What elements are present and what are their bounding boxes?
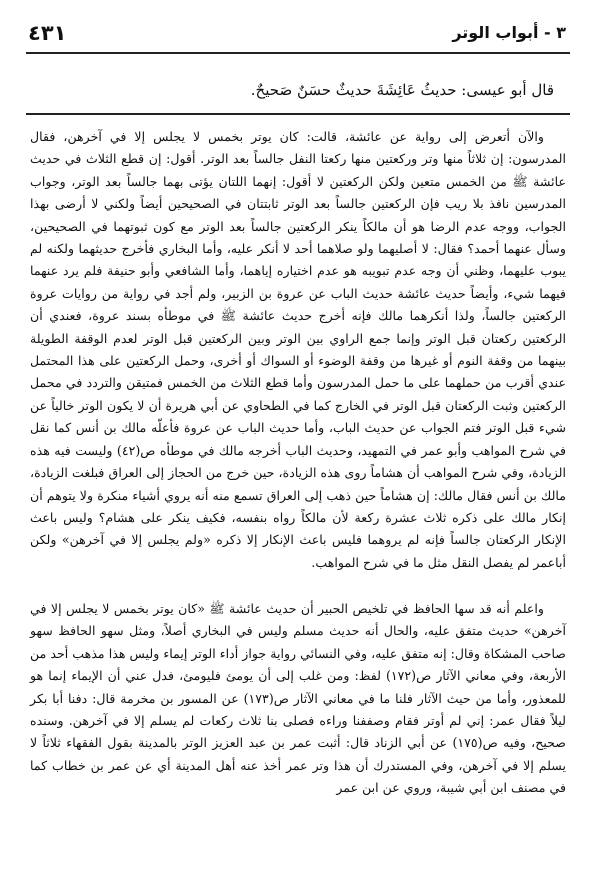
page-number: ٤٣١ <box>28 21 67 45</box>
running-title: ٣ - أبواب الوتر <box>452 23 566 42</box>
header-divider <box>26 52 570 54</box>
commentary-block-1 <box>30 126 566 574</box>
commentary-paragraph: والآن أتعرض إلى رواية عن عائشة، قالت: كان يوتر بخمس لا يجلس إلا في آخرهن، فقال المدرسون: إن ثلاثاً منها وتر وركعتين منها ركعتا النفل جالساً بعد الوتر. أقول: إن قطع الثلاث في حديث عائشة ﷺ من الخمس متعين ولكن الركعتين لا أقول: إنهما اللتان يؤتى بهما جالساً بعد الوتر، وجواب المدرسين نافذ بلا ريب فإن الركعتين جالساً بعد الوتر ثابتتان في الصحيحين أيضاً ولكني لا أرضى بهذا الجواب، ووجه عدم الرضا هو أن مالكاً ينكر الركعتين جالساً بعد الوتر مع كون ثبوتهما في الصحيحين، وسأل عنهما أحمد؟ فقال: لا أصليهما ولو صلاهما أحد لا أنكر عليه، وأما البخاري فأخرج حديثهما ولكنه لم يبوب عليهما، وظني أن وجه عدم تبويبه هو عدم اختياره إياهما، وأما الشافعي وأبو حنيفة فلم يرد عنهما فيهما شيء، وأيضاً حديث عائشة حديث الباب عن عروة بن الزبير، ولم أجد في رواية من روايات عروة الركعتين جالساً، ولذا أنكرهما مالك فإنه أخرج حديث عائشة ﷺ في موطأه بسند عروة، فعندي أن الركعتين ركعتان قبل الوتر وإنما جمع الراوي بين الوتر وبين الركعتين قبل الوتر لعدم الوقفة الطويلة بينهما من وقفة النوم أو غيرها من وقفة الوضوء أو السواك أو أخرى، وحمل الركعتين على هذا المحتمل عندي أقرب من حملهما على ما حمل المدرسون وأما قطع الثلاث من الخمس فمتيقن والتردد في محمل الركعتين وثبت الركعتان قبل الوتر في الخارج كما في الطحاوي عن أبي هريرة أن لا يكون الوتر خالياً عن شيء قبل الوتر فتم الجواب عن حديث الباب، وأما حديث الباب عن عروة فأعلّه مالك بن أنس كما نقل في شرح المواهب وأبو عمر في التمهيد، وحديث الباب أخرجه مالك في موطأه ص(٤٢) وليست فيه هذه الزيادة، وفي شرح المواهب أن هشاماً روى هذه الزيادة، حين خرج من الحجاز إلى العراق فبلغت الزيادة، مالك بن أنس فقال مالك: إن هشاماً حين ذهب إلى العراق تسمع منه أنه يروي أشياء منكرة ولا يتوهم أن إنكار مالك على ذكره ثلاث عشرة ركعة لأن مالكاً رواه بنفسه، فكيف ينكر على هشام؟ وليس باعث الإنكار الركعتان جالساً فإنه لم يروهما فليس باعث الإنكار إلا ذكره «ولم يجلس إلا في آخرهن» ولكن أباعمر لم يفصل النقل مثل ما في شرح المواهب. <box>30 129 566 570</box>
commentary-paragraph: واعلم أنه قد سها الحافظ في تلخيص الحبير أن حديث عائشة ﷺ «كان يوتر بخمس لا يجلس إلا في آخرهن» حديث متفق عليه، والحال أنه حديث مسلم وليس في البخاري أصلاً، ومثل سهو الحافظ سهو صاحب المشكاة وقال: إنه متفق عليه، وفي النسائي رواية جواز أداء الوتر إيماء وليس هذا مذهب أحد من الأربعة، وفي معاني الآثار ص(١٧٢) لفظ: ومن غلب إلى أن يومئ فليومئ، فدل عني أن الإيماء إنما هو للمعذور، وأما من حيث الآثار فلنا ما في معاني الآثار ص(١٧٣) عن المسور بن مخرمة قال: دفنا أبا بكر ليلاً فقال عمر: إني لم أوتر فقام وصففنا وراءه فصلى بنا ثلاث ركعات لم يسلم إلا في آخرهن. وسنده صحيح، وفيه ص(١٧٥) عن أبي الزناد قال: أثبت عمر بن عبد العزيز الوتر بالمدينة بقول الفقهاء ثلاثاً لا يسلم إلا في آخرهن، وفي المستدرك أن هذا وتر عمر أخذ عنه أهل المدينة أي عن عمر بن خطاب كما في مصنف ابن أبي شيبة، وروي عن ابن عمر <box>30 601 566 796</box>
commentary-block-2 <box>30 598 566 800</box>
hadith-grading-line: قال أبو عيسى: حديثُ عَائِشَةَ حديثٌ حسَنٌ صَحيحٌ. <box>250 81 554 99</box>
page-header <box>28 12 566 48</box>
section-divider <box>26 113 570 115</box>
